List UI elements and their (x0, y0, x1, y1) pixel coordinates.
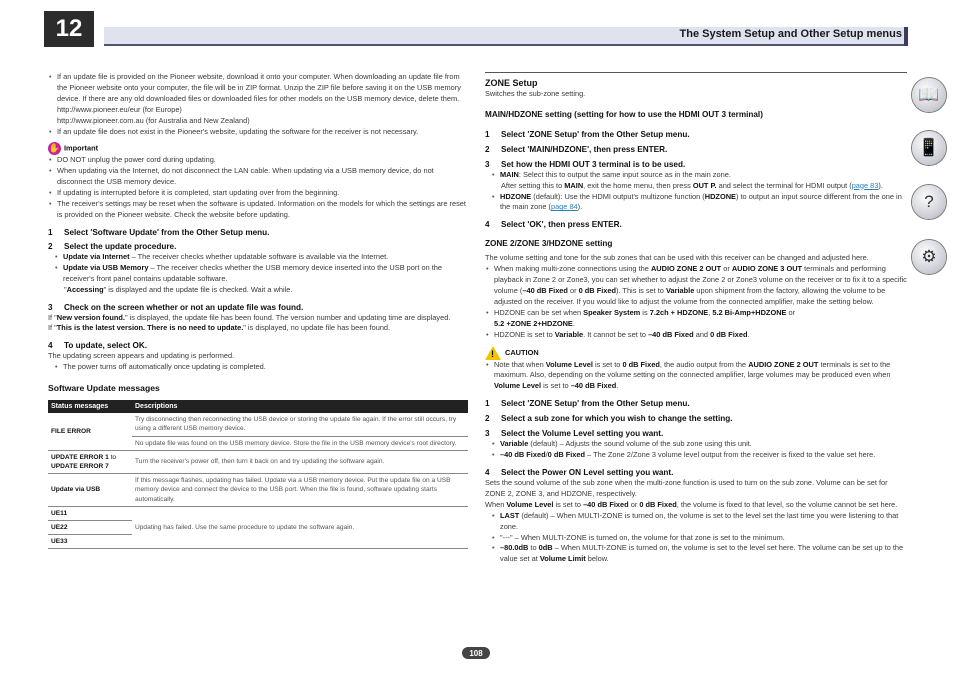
step-3: 3 Set how the HDMI OUT 3 terminal is to be used. (485, 159, 686, 169)
table-row: No update file was found on the USB memory device. Store the file in the USB memory device's root directory. (48, 436, 468, 450)
step-1: 1 Select 'ZONE Setup' from the Other Setup menu. (485, 129, 690, 139)
left-column (48, 72, 468, 549)
page-link[interactable]: page 84 (550, 202, 578, 212)
step-3: 3 Select the Volume Level setting you want. (485, 429, 664, 439)
list-item: • "---" – When MULTI-ZONE is turned on, the volume for that zone is set to the minimum. (491, 533, 907, 544)
table-row: FILE ERROR Try disconnecting then reconnecting the USB device or storing the update file again. If the error still occurs, try using a different USB memory device. (48, 413, 468, 436)
power-on-text: When Volume Level is set to –40 dB Fixed or 0 dB Fixed, the volume is fixed to that level, so the volume cannot be set here. (485, 499, 898, 509)
list-item: • If an update file does not exist in the Pioneer's website, updating the software for the receiver is not necessary. (48, 127, 468, 138)
accessing-note: "Accessing" is displayed and the update file is checked. Wait a while. (64, 284, 293, 294)
step-1: 1 Select 'Software Update' from the Other Setup menu. (48, 227, 270, 237)
step-3-text: If "This is the latest version. There is no need to update." is displayed, no update file has been found. (48, 323, 391, 333)
list-item: • HDZONE can be set when Speaker System is 7.2ch + HDZONE, 5.2 Bi-Amp+HDZONE or 5.2 +ZONE 2+HDZONE. (485, 308, 907, 330)
table-row: Update via USB If this message flashes, updating has failed. Update via a USB memory device. Put the update file on a USB memory device and connect the device to the USB port. When the file is found, software updating starts automatically. (48, 474, 468, 507)
list-item: • DO NOT unplug the power cord during updating. (48, 155, 468, 166)
table-row: UPDATE ERROR 1 to UPDATE ERROR 7 Turn the receiver's power off, then turn it back on and try updating the software again. (48, 450, 468, 473)
important-heading: ✋ Important (48, 143, 99, 154)
list-item: • If an update file is provided on the Pioneer website, download it onto your computer. When downloading an update file from the Pioneer website onto your computer, the file will be in ZIP format. Unzip the ZIP file before saving it on the USB memory device. If there are any old downloaded files or downloaded files for other models on the USB memory device, delete them. (48, 72, 468, 105)
list-item: • Variable (default) – Adjusts the sound volume of the sub zone using this unit. (491, 439, 907, 450)
chapter-number: 12 (44, 11, 94, 47)
important-icon: ✋ (48, 143, 61, 154)
caution-heading: !CAUTION (485, 346, 907, 360)
step-4: 4 Select the Power ON Level setting you want. (485, 468, 674, 478)
book-icon[interactable]: 📖 (912, 78, 946, 112)
list-item: • The receiver's settings may be reset when the software is updated. Information on the models for which the settings are reset is provided on the Pioneer website. Check the website before updating. (48, 199, 468, 221)
main-hdzone-heading: MAIN/HDZONE setting (setting for how to use the HDMI OUT 3 terminal) (485, 109, 763, 119)
page-number: 108 (462, 647, 490, 659)
step-2: 2 Select the update procedure. (48, 241, 177, 251)
table-row: UE22 (48, 521, 468, 535)
power-on-text: Sets the sound volume of the sub zone when the multi-zone function is used to turn on the sub zone. Volume can be set for ZONE 2, ZONE 3, and HDZONE, respectively. (485, 478, 888, 498)
step-1: 1 Select 'ZONE Setup' from the Other Setup menu. (485, 399, 690, 409)
list-item: • LAST (default) – When MULTI-ZONE is turned on, the volume is set to the level set the last time you were listening to that zone. (491, 511, 907, 533)
list-item: • When updating via the Internet, do not disconnect the LAN cable. When updating via a USB memory device, do not disconnect the USB memory device. (48, 166, 468, 188)
table-header: Descriptions (132, 400, 468, 413)
warning-icon (485, 346, 501, 360)
page-title: The System Setup and Other Setup menus (679, 28, 902, 40)
settings-icon[interactable]: ⚙ (912, 240, 946, 274)
list-item: • When making multi-zone connections using the AUDIO ZONE 2 OUT or AUDIO ZONE 3 OUT terminals and performing playback in Zone 2 or Zone3, you can set whether to adjust the Zone 2 or Zone3 volume on the receiver or to fix it to a specific volume (–40 dB Fixed or 0 dB Fixed). This is set to Variable upon shipment from the factory, allowing the volume to be adjusted on the receiver. If you would like to adjust the volume from the connected amplifier, make the setting below. (485, 264, 907, 308)
right-column (485, 78, 907, 565)
url-australia: http://www.pioneer.com.au (for Australia and New Zealand) (57, 115, 250, 125)
list-item: • –80.0dB to 0dB – When MULTI-ZONE is turned on, the volume is set to the level set here. The volume can be set up to the value set at Volume Limit below. (491, 543, 907, 565)
step-2: 2 Select a sub zone for which you wish to change the setting. (485, 414, 733, 424)
faq-icon[interactable]: ? (912, 185, 946, 219)
main-note: After setting this to MAIN, exit the home menu, then press OUT P. and select the terminal for HDMI output (page 83). (501, 180, 883, 190)
zone-setup-heading: ZONE Setup (485, 78, 538, 88)
list-item: • Note that when Volume Level is set to 0 dB Fixed, the audio output from the AUDIO ZONE 2 OUT terminals is set to the maximum. Also, depending on the volume setting on the connected amplifier, large volumes may be produced even when Volume Level is set to –40 dB Fixed. (485, 360, 907, 393)
step-3: 3 Check on the screen whether or not an update file was found. (48, 302, 304, 312)
step-2: 2 Select 'MAIN/HDZONE', then press ENTER. (485, 144, 668, 154)
url-europe: http://www.pioneer.eu/eur (for Europe) (57, 104, 182, 114)
messages-table (48, 400, 468, 549)
list-item: • –40 dB Fixed/0 dB Fixed – The Zone 2/Zone 3 volume level output from the receiver is fixed to the value set here. (491, 450, 907, 461)
step-4: 4 To update, select OK. (48, 341, 148, 351)
list-item: • HDZONE is set to Variable. It cannot be set to –40 dB Fixed and 0 dB Fixed. (485, 330, 907, 341)
list-item: • If updating is interrupted before it is completed, start updating over from the beginning. (48, 188, 468, 199)
list-item: • Update via USB Memory – The receiver checks whether the USB memory device inserted into the USB port on the receiver's front panel contains updatable software. (54, 263, 468, 285)
zone2-text: The volume setting and tone for the sub zones that can be used with this receiver can be changed and adjusted here. (485, 253, 869, 263)
section-divider (485, 72, 907, 73)
header-bar-end (904, 27, 908, 46)
zone2-heading: ZONE 2/ZONE 3/HDZONE setting (485, 239, 613, 249)
remote-icon[interactable]: 📱 (912, 131, 946, 165)
step-3-text: If "New version found." is displayed, the update file has been found. The version number and updating time are displayed. (48, 312, 451, 322)
list-item: • Update via Internet – The receiver checks whether updatable software is available via the Internet. (54, 252, 468, 263)
step-4: 4 Select 'OK', then press ENTER. (485, 220, 622, 230)
list-item: • MAIN: Select this to output the same input source as in the main zone. (491, 170, 907, 181)
zone-setup-subtitle: Switches the sub-zone setting. (485, 88, 586, 98)
page-link[interactable]: page 83 (851, 180, 879, 190)
step-4-text: The updating screen appears and updating is performed. (48, 351, 235, 361)
table-row: UE11 Updating has failed. Use the same procedure to update the software again. (48, 506, 468, 520)
list-item: • The power turns off automatically once updating is completed. (54, 362, 468, 373)
table-header: Status messages (48, 400, 132, 413)
list-item: • HDZONE (default): Use the HDMI output's multizone function (HDZONE) to output an input source different from the one in the main zone (page 84). (491, 192, 907, 214)
table-row: UE33 (48, 535, 468, 549)
messages-heading: Software Update messages (48, 383, 160, 394)
